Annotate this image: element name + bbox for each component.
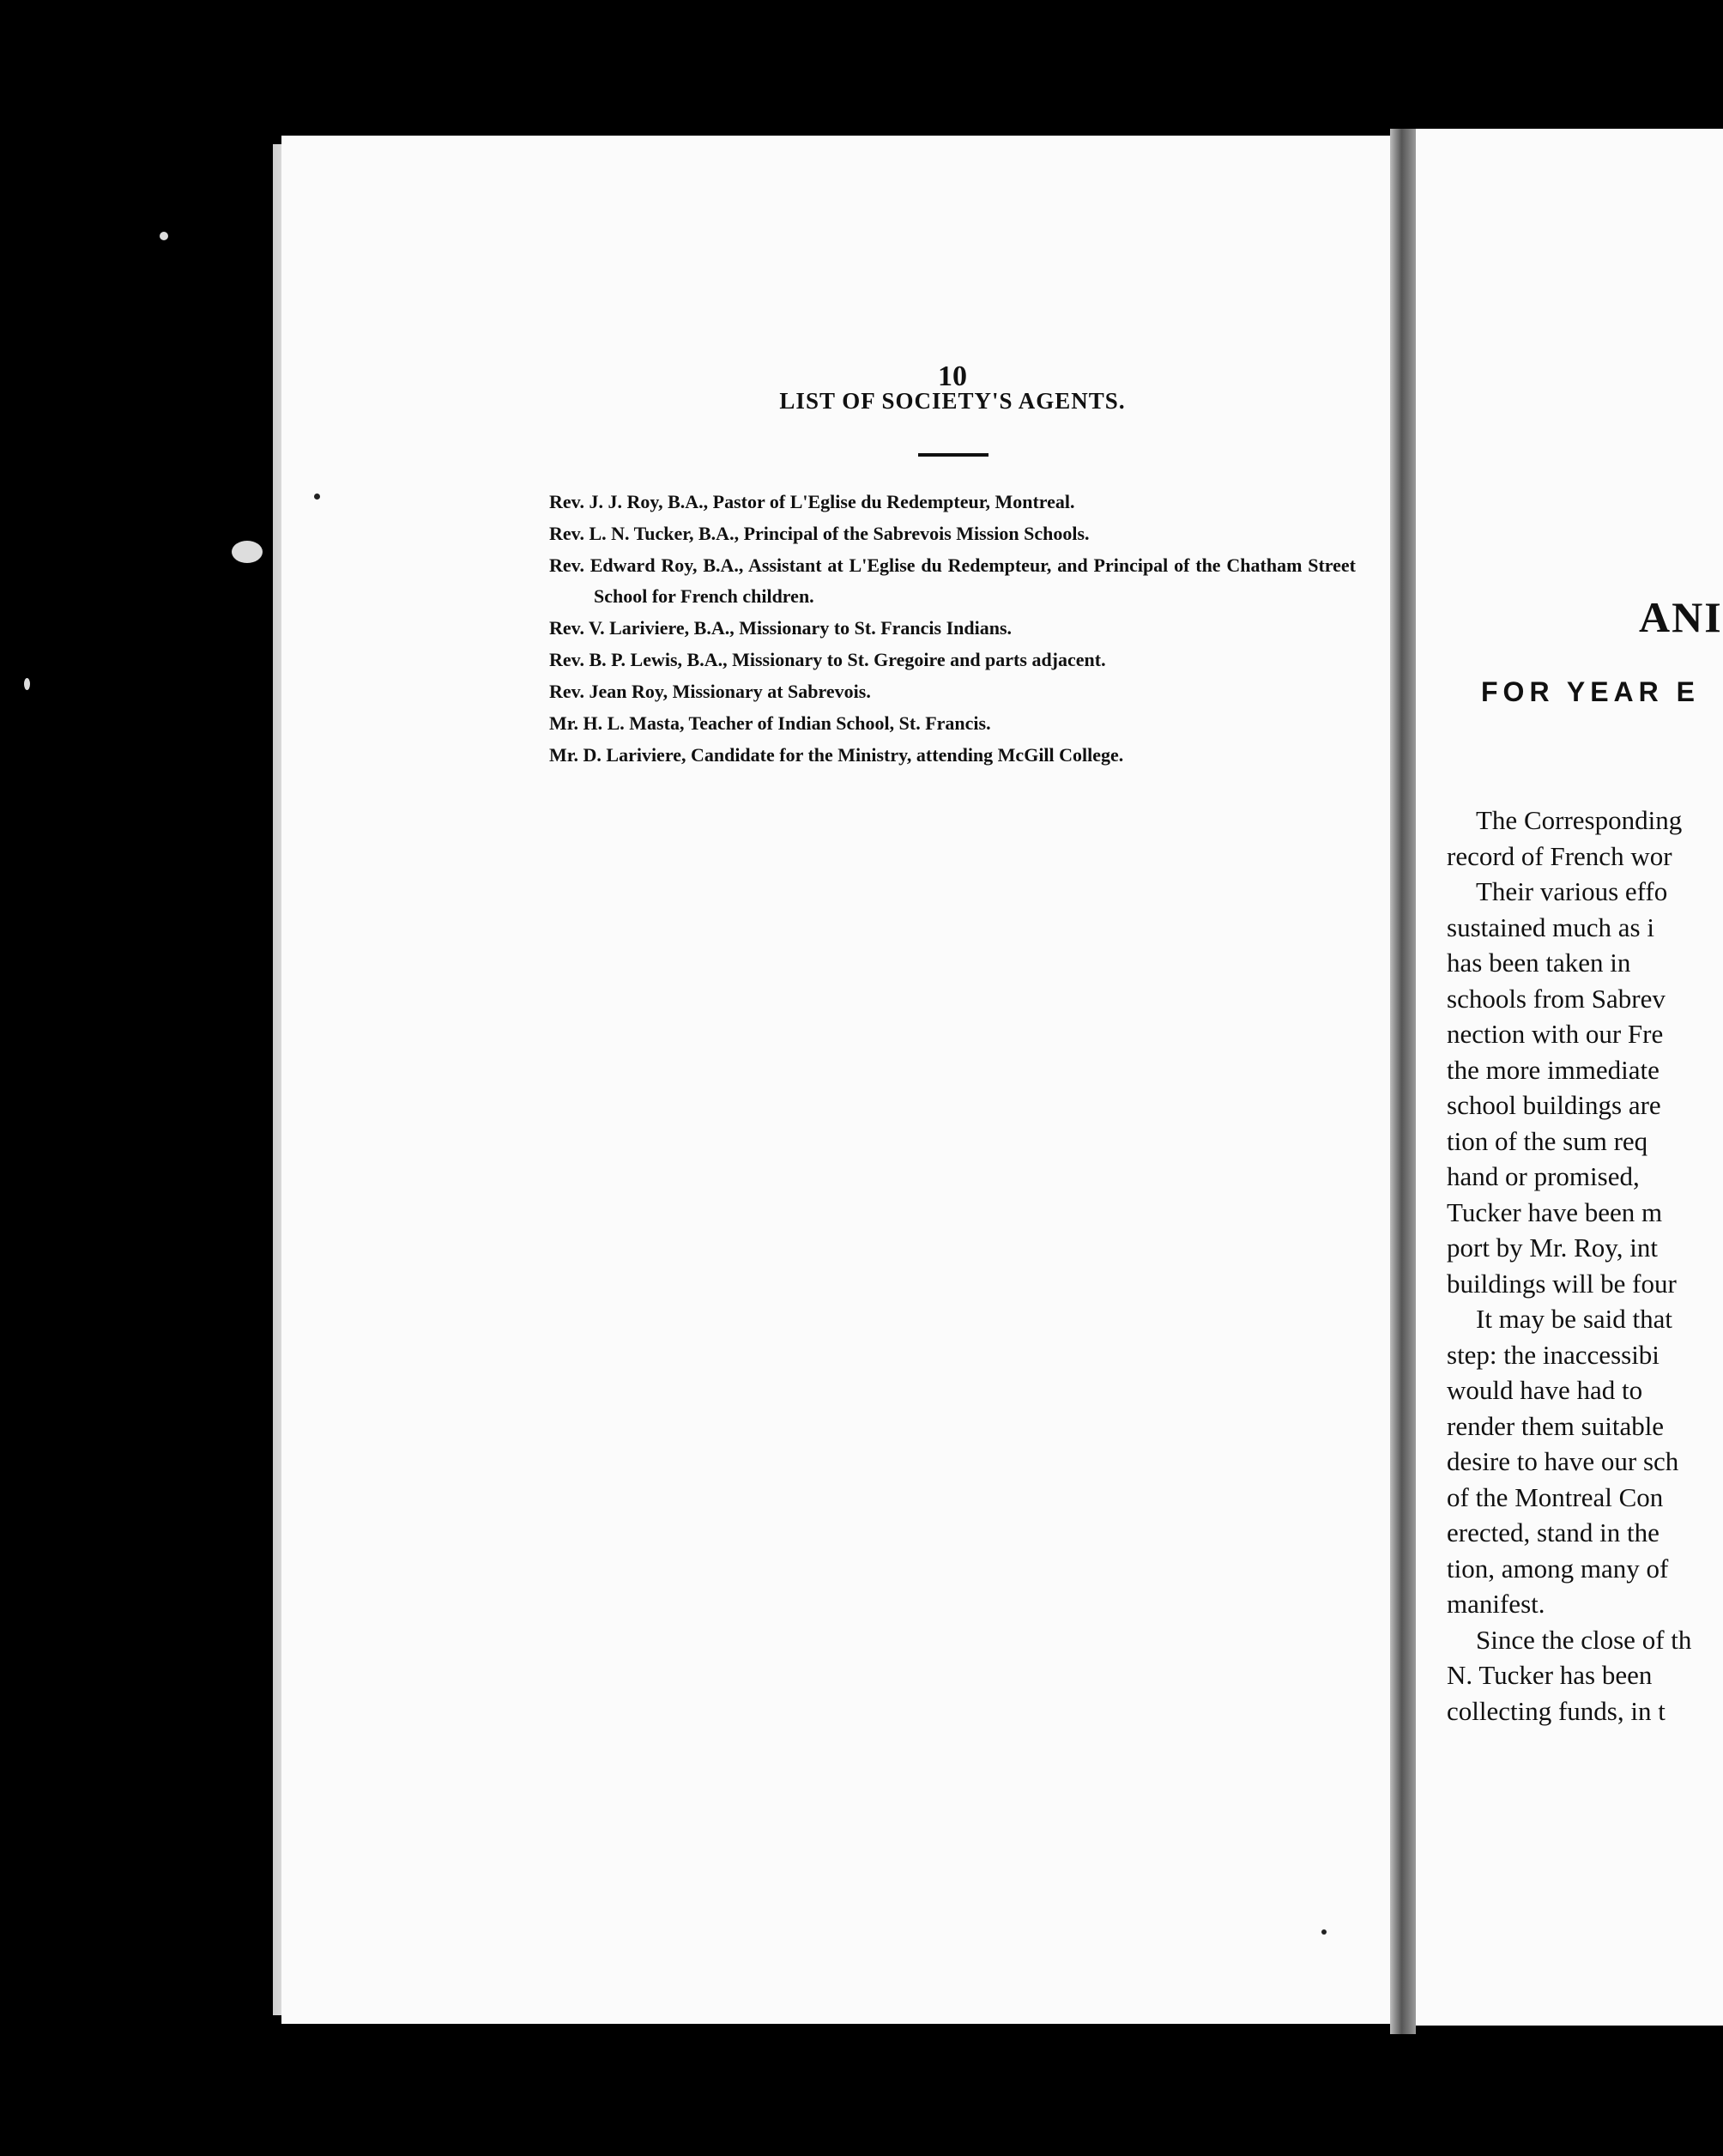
text-line: The Corresponding <box>1476 805 1683 835</box>
right-page-subheading: FOR YEAR E <box>1481 676 1700 707</box>
list-item: Rev. B. P. Lewis, B.A., Missionary to St. Gregoire and parts adjacent. <box>549 649 1106 670</box>
text-line: sustained much as i <box>1447 911 1654 942</box>
text-line: Their various effo <box>1476 876 1668 906</box>
text-line: would have had to <box>1447 1375 1643 1405</box>
text-line: tion of the sum req <box>1447 1125 1648 1156</box>
list-item: Mr. H. L. Masta, Teacher of Indian School, St. Francis. <box>549 712 991 734</box>
heading-rule <box>918 453 988 457</box>
text-line: schools from Sabrev <box>1447 983 1666 1014</box>
text-line: manifest. <box>1447 1589 1545 1619</box>
list-heading: LIST OF SOCIETY'S AGENTS. <box>779 388 1126 414</box>
text-line: Since the close of th <box>1476 1624 1692 1655</box>
text-line: buildings will be four <box>1447 1268 1677 1299</box>
text-line: hand or promised, <box>1447 1161 1640 1191</box>
text-line: N. Tucker has been <box>1447 1660 1653 1690</box>
text-line: of the Montreal Con <box>1447 1481 1664 1512</box>
text-line: port by Mr. Roy, int <box>1447 1232 1659 1263</box>
text-line: tion, among many of <box>1447 1553 1669 1584</box>
text-line: has been taken in <box>1447 948 1631 978</box>
text-line: render them suitable <box>1447 1410 1665 1441</box>
text-line: nection with our Fre <box>1447 1019 1664 1049</box>
list-item: Rev. L. N. Tucker, B.A., Principal of the Sabrevois Mission Schools. <box>549 523 1090 544</box>
right-page-body <box>1447 802 1723 1729</box>
scan-speck <box>1321 1929 1327 1935</box>
agents-list <box>549 487 1356 772</box>
list-item: Rev. Jean Roy, Missionary at Sabrevois. <box>549 681 871 702</box>
scan-speck <box>232 541 263 563</box>
text-line: desire to have our sch <box>1447 1446 1679 1476</box>
page-number: 10 <box>938 360 967 392</box>
text-line: collecting funds, in t <box>1447 1695 1666 1726</box>
text-line: erected, stand in the <box>1447 1517 1660 1547</box>
scan-speck <box>314 494 320 500</box>
text-line: step: the inaccessibi <box>1447 1339 1660 1370</box>
list-item: Rev. Edward Roy, B.A., Assistant at L'Eglise du Redempteur, and Principal of the Chatham Street School for French children. <box>549 554 1356 607</box>
text-line: Tucker have been m <box>1447 1196 1663 1227</box>
list-item: Rev. V. Lariviere, B.A., Missionary to St. Francis Indians. <box>549 617 1013 639</box>
text-line: record of French wor <box>1447 840 1672 871</box>
text-line: school buildings are <box>1447 1090 1661 1120</box>
book-gutter <box>1390 129 1416 2034</box>
scan-speck <box>24 678 30 690</box>
left-page <box>281 136 1401 2024</box>
text-line: the more immediate <box>1447 1054 1660 1085</box>
list-item: Mr. D. Lariviere, Candidate for the Ministry, attending McGill College. <box>549 744 1124 766</box>
scan-speck <box>160 232 168 240</box>
list-item: Rev. J. J. Roy, B.A., Pastor of L'Eglise du Redempteur, Montreal. <box>549 491 1075 512</box>
text-line: It may be said that <box>1476 1304 1672 1334</box>
right-page-heading: ANI <box>1639 593 1723 641</box>
